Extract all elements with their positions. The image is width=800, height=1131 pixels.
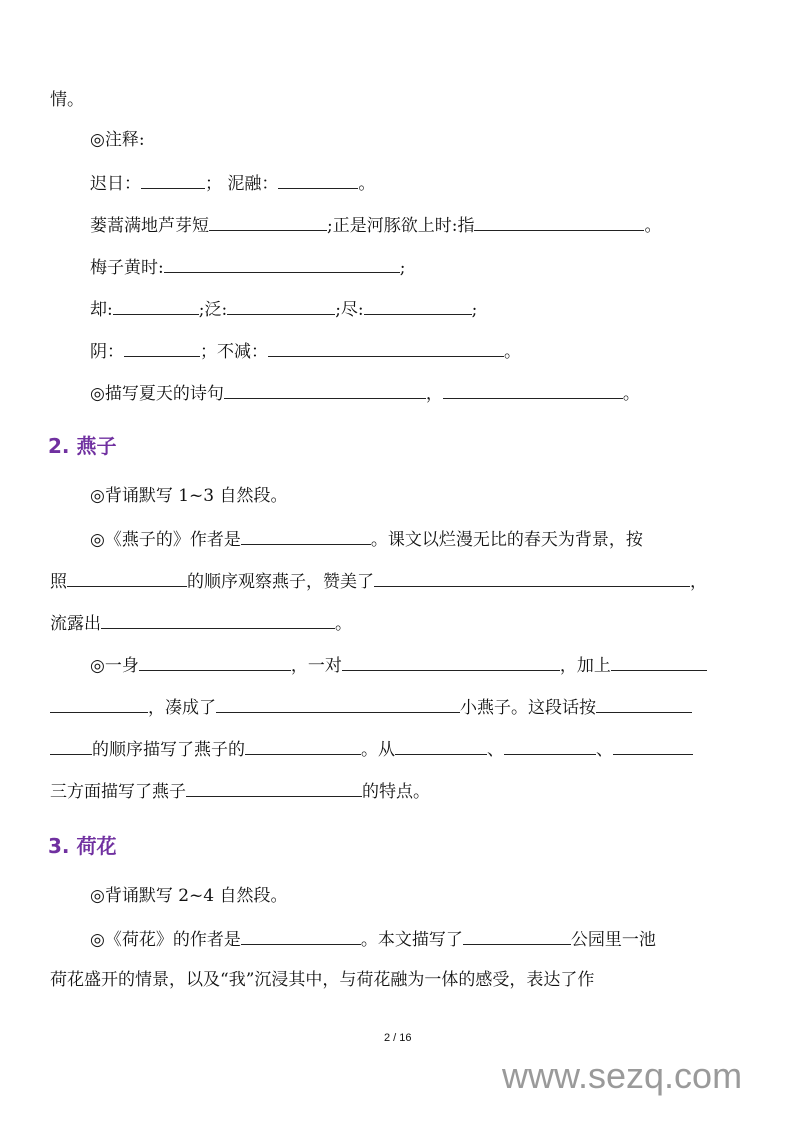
blank-field[interactable]	[268, 338, 504, 357]
label: 流露出	[50, 614, 101, 634]
blank-field[interactable]	[241, 926, 361, 945]
blank-field[interactable]	[209, 212, 327, 231]
blank-field[interactable]	[342, 652, 560, 671]
label: 。本文描写了	[360, 930, 463, 950]
label: ;	[471, 300, 478, 320]
section-heading-3: 3. 荷花	[48, 834, 117, 858]
recite-line: ◎背诵默写 2~4 自然段。	[90, 886, 288, 906]
summer-poem-line	[90, 380, 640, 406]
label: 小燕子。这段话按	[460, 698, 596, 718]
label: 、	[487, 740, 504, 760]
blank-field[interactable]	[463, 926, 571, 945]
label: 的特点。	[362, 782, 430, 802]
label: 。	[504, 342, 521, 362]
blank-field[interactable]	[596, 694, 692, 713]
paragraph-line	[50, 568, 707, 594]
blank-field[interactable]	[124, 338, 200, 357]
label: 。	[335, 614, 352, 634]
paragraph-line	[90, 926, 656, 952]
blank-field[interactable]	[395, 736, 487, 755]
label: ，	[425, 384, 443, 404]
blank-field[interactable]	[227, 296, 335, 315]
recite-line: ◎背诵默写 1~3 自然段。	[90, 486, 288, 506]
notes-title: ◎注释:	[90, 130, 145, 150]
blank-field[interactable]	[613, 736, 693, 755]
paragraph-line	[50, 610, 352, 636]
label: ；不减：	[200, 342, 268, 362]
label: 却:	[90, 300, 113, 320]
blank-field[interactable]	[224, 380, 426, 399]
label: 蒌蒿满地芦芽短	[90, 216, 209, 236]
blank-field[interactable]	[139, 652, 291, 671]
blank-field[interactable]	[241, 526, 371, 545]
blank-field[interactable]	[186, 778, 362, 797]
paragraph-line	[90, 652, 707, 678]
paragraph-line	[90, 526, 643, 552]
label: ；	[205, 174, 228, 194]
label: ;泛:	[198, 300, 228, 320]
label: 。	[644, 216, 662, 236]
label: 泥融：	[227, 174, 279, 194]
blank-field[interactable]	[611, 652, 707, 671]
label: 的顺序描写了燕子的	[92, 740, 245, 760]
label: ;	[399, 258, 406, 278]
blank-field[interactable]	[364, 296, 472, 315]
note-line-1	[90, 170, 375, 196]
blank-field[interactable]	[374, 568, 690, 587]
text-fragment: 情。	[50, 90, 84, 110]
label: 梅子黄时:	[90, 258, 164, 278]
label: ◎描写夏天的诗句	[90, 384, 224, 404]
blank-field[interactable]	[101, 610, 335, 629]
watermark: www.sezq.com	[502, 1055, 743, 1096]
blank-field[interactable]	[278, 170, 358, 189]
blank-field[interactable]	[141, 170, 205, 189]
label: 。	[358, 174, 376, 194]
label: ◎一身	[90, 656, 139, 676]
section-heading-2: 2. 燕子	[48, 434, 117, 458]
page-number: 2 / 16	[384, 1032, 412, 1044]
note-line-4	[90, 296, 477, 322]
note-line-5	[90, 338, 521, 364]
label: ，一对	[290, 656, 342, 676]
label: 。	[622, 384, 640, 404]
label: 迟日：	[90, 174, 141, 194]
paragraph-line	[50, 694, 692, 720]
note-line-3	[90, 254, 405, 280]
label: 照	[50, 572, 67, 592]
blank-field[interactable]	[50, 736, 92, 755]
label: 、	[596, 740, 613, 760]
blank-field[interactable]	[164, 254, 400, 273]
blank-field[interactable]	[216, 694, 460, 713]
label: 。从	[361, 740, 395, 760]
note-line-2	[90, 212, 661, 238]
label: ，	[690, 572, 707, 592]
label: ;尽:	[335, 300, 364, 320]
label: 公园里一池	[570, 930, 656, 950]
paragraph-line	[50, 736, 693, 762]
blank-field[interactable]	[50, 694, 148, 713]
blank-field[interactable]	[67, 568, 187, 587]
blank-field[interactable]	[504, 736, 596, 755]
label: 阴：	[90, 342, 124, 362]
label: 三方面描写了燕子	[50, 782, 186, 802]
label: ◎《荷花》的作者是	[90, 930, 241, 950]
label: 的顺序观察燕子，赞美了	[187, 572, 374, 592]
label: 。课文以烂漫无比的春天为背景，按	[370, 530, 643, 550]
label: ◎《燕子的》作者是	[90, 530, 241, 550]
blank-field[interactable]	[245, 736, 361, 755]
label: ，凑成了	[148, 698, 216, 718]
label: ，加上	[559, 656, 611, 676]
blank-field[interactable]	[113, 296, 199, 315]
paragraph-line: 荷花盛开的情景，以及“我”沉浸其中，与荷花融为一体的感受，表达了作	[50, 970, 595, 990]
blank-field[interactable]	[474, 212, 644, 231]
blank-field[interactable]	[443, 380, 623, 399]
label: ;正是河豚欲上时:指	[327, 216, 475, 236]
paragraph-line	[50, 778, 430, 804]
